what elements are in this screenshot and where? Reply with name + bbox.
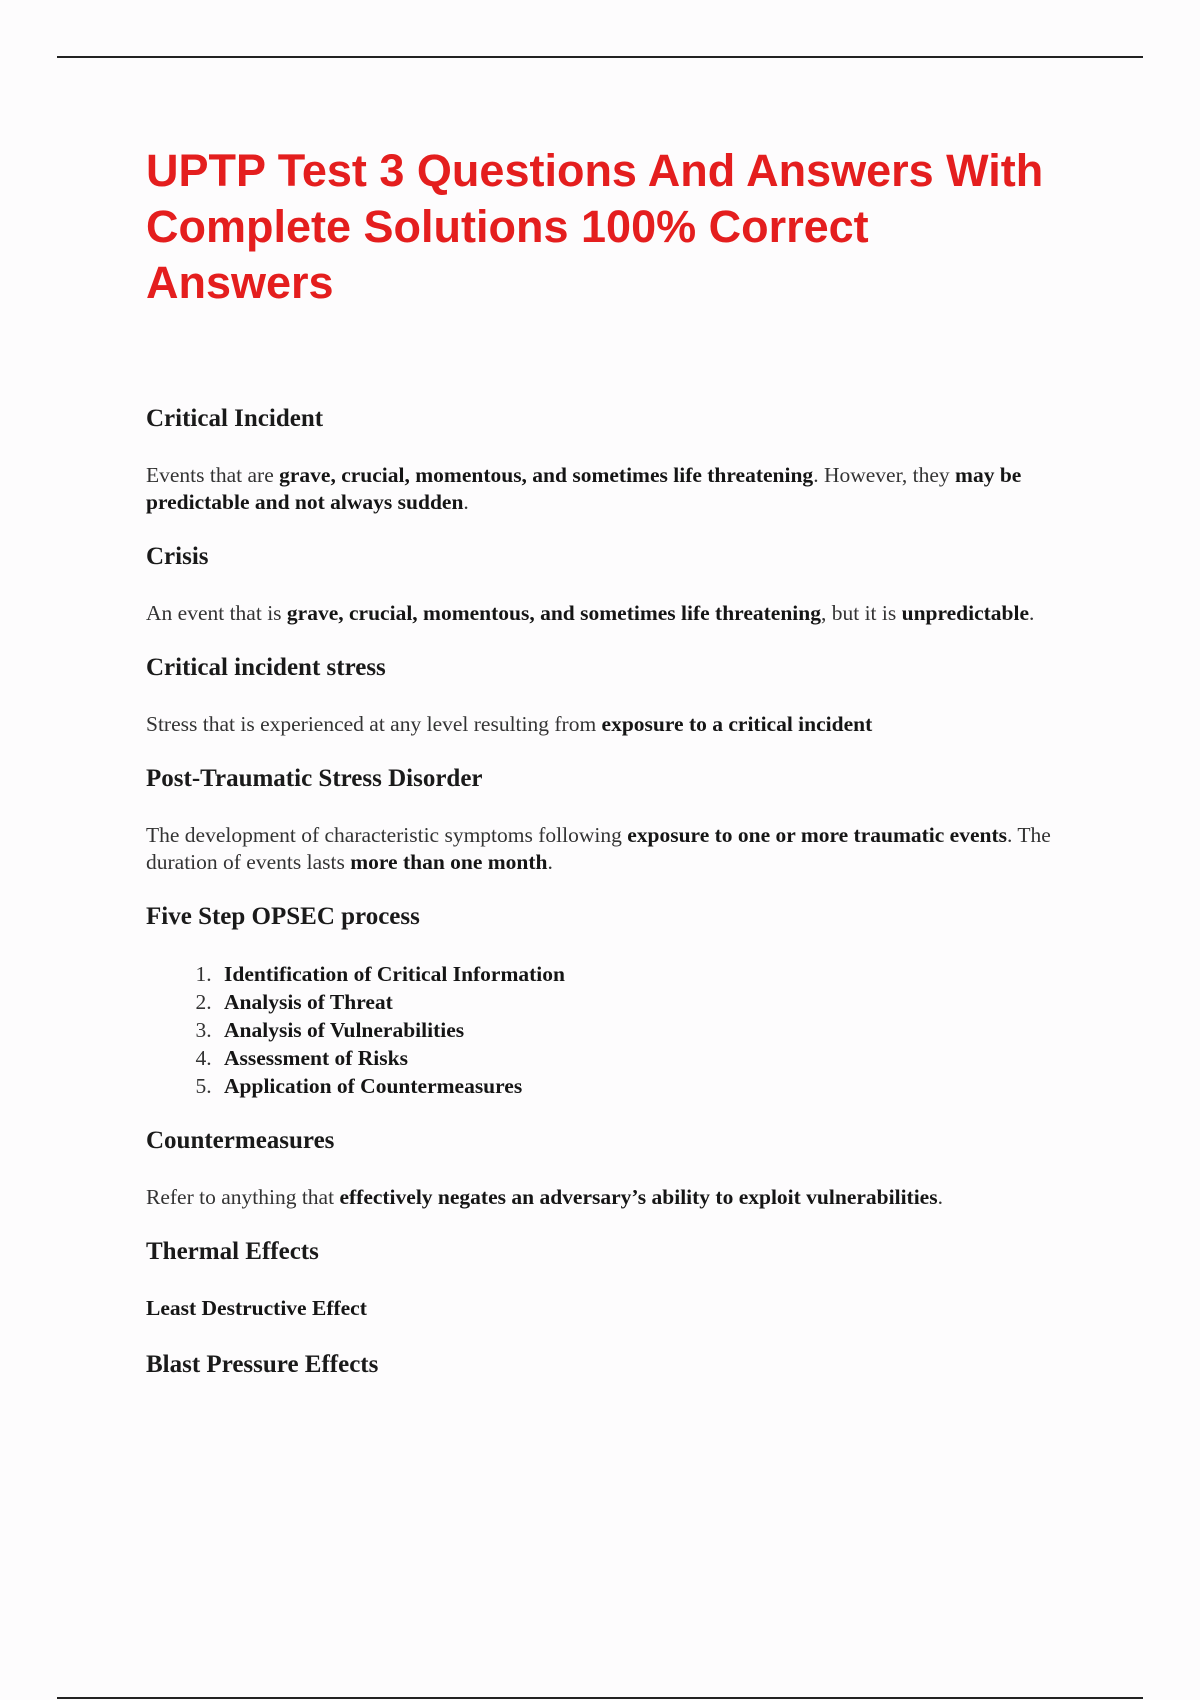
document-title: UPTP Test 3 Questions And Answers With Complete Solutions 100% Correct Answers [146, 145, 1044, 308]
definition-text: An event that is [146, 601, 287, 625]
qa-entries [146, 404, 1066, 1380]
definition-text: . [937, 1185, 943, 1209]
list-item: 5. Application of Countermeasures [217, 1072, 1066, 1100]
list-item: 1. Identification of Critical Information [217, 960, 1066, 988]
entry-definition [146, 822, 1066, 876]
definition-emphasis: exposure to one or more traumatic events [627, 823, 1007, 847]
bottom-rule [57, 1697, 1143, 1699]
entry-definition [146, 1184, 1066, 1211]
definition-text: . However, they [813, 463, 956, 487]
top-rule [57, 56, 1143, 58]
definition-text: . [1029, 601, 1035, 625]
definition-text: . [463, 490, 469, 514]
definition-text: Stress that is experienced at any level resulting from [146, 712, 602, 736]
definition-text: , but it is [820, 601, 902, 625]
definition-text: The development of characteristic symptoms following [146, 823, 628, 847]
definition-text: . [547, 850, 553, 874]
definition-text: Events that are [146, 463, 280, 487]
entry-definition [146, 711, 1066, 738]
definition-emphasis: exposure to a critical incident [601, 712, 873, 736]
definition-text: . The duration of events lasts [146, 823, 1051, 874]
definition-emphasis: grave, crucial, momentous, and sometimes life threatening [279, 463, 814, 487]
definition-emphasis: more than one month [350, 850, 548, 874]
entry-definition [146, 600, 1066, 627]
list-item: 2. Analysis of Threat [217, 988, 1066, 1016]
entry-term: Critical incident stress [146, 654, 386, 681]
definition-text: Refer to anything that [146, 1185, 340, 1209]
entry-definition [146, 462, 1066, 516]
definition-emphasis: unpredictable [901, 601, 1030, 625]
list-item: 3. Analysis of Vulnerabilities [217, 1016, 1066, 1044]
list-item: 4. Assessment of Risks [217, 1044, 1066, 1072]
entry-term: Post-Traumatic Stress Disorder [146, 765, 483, 792]
document-body [146, 143, 1066, 1380]
opsec-steps-list [146, 960, 1066, 1100]
entry-term: Blast Pressure Effects [146, 1351, 379, 1378]
definition-emphasis: may be predictable and not always sudden [146, 463, 1022, 514]
entry-term: Critical Incident [146, 405, 324, 432]
definition-emphasis: grave, crucial, momentous, and sometimes life threatening [286, 601, 821, 625]
entry-term: Countermeasures [146, 1127, 335, 1154]
definition-emphasis: effectively negates an adversary’s ability to exploit vulnerabilities [339, 1185, 938, 1209]
entry-term: Five Step OPSEC process [146, 903, 420, 930]
entry-subtext: Least Destructive Effect [146, 1296, 367, 1320]
entry-term: Crisis [146, 543, 209, 570]
entry-term: Thermal Effects [146, 1238, 319, 1265]
